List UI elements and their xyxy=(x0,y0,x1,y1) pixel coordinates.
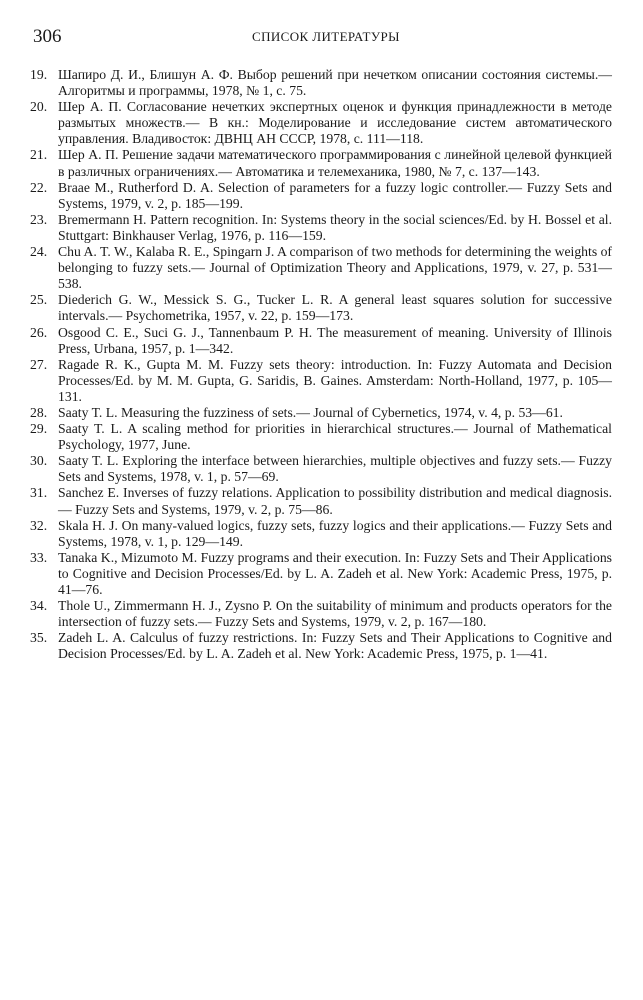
reference-entry xyxy=(30,292,612,324)
reference-entry xyxy=(30,630,612,662)
reference-entry xyxy=(30,147,612,179)
reference-number: 21. xyxy=(30,147,48,163)
reference-text: Saaty T. L. Exploring the interface between hierarchies, multiple objectives and fuzzy sets.— Fuzzy Sets and Systems, 1978, v. 1, p. 57—69. xyxy=(58,453,612,485)
reference-text: Osgood C. E., Suci G. J., Tannenbaum P. H. The measurement of meaning. University of Illinois Press, Urbana, 1957, p. 1—342. xyxy=(58,324,612,356)
reference-entry xyxy=(30,550,612,598)
page-number: 306 xyxy=(33,26,62,47)
reference-number: 20. xyxy=(30,99,48,115)
reference-text: Braae M., Rutherford D. A. Selection of parameters for a fuzzy logic controller.— Fuzzy Sets and Systems, 1979, v. 2, p. 185—199. xyxy=(58,179,612,211)
reference-entry xyxy=(30,244,612,292)
reference-number: 22. xyxy=(30,179,48,195)
reference-text: Thole U., Zimmermann H. J., Zysno P. On the suitability of minimum and products operators for the intersection of fuzzy sets.— Fuzzy Sets and Systems, 1979, v. 2, p. 167—180. xyxy=(58,598,612,630)
reference-entry xyxy=(30,485,612,517)
reference-number: 27. xyxy=(30,356,48,372)
reference-entry xyxy=(30,99,612,147)
reference-number: 28. xyxy=(30,404,48,420)
reference-entry xyxy=(30,518,612,550)
reference-text: Saaty T. L. Measuring the fuzziness of sets.— Journal of Cybernetics, 1974, v. 4, p. 53—61. xyxy=(58,404,563,420)
reference-entry xyxy=(30,67,612,99)
reference-number: 26. xyxy=(30,324,48,340)
reference-number: 33. xyxy=(30,549,48,565)
reference-number: 23. xyxy=(30,211,48,227)
reference-text: Chu A. T. W., Kalaba R. E., Spingarn J. A comparison of two methods for determining the weights of belonging to fuzzy sets.— Journal of Optimization Theory and Applications, 1979, v. 27, p. 531—538. xyxy=(58,244,612,292)
reference-entry xyxy=(30,357,612,405)
reference-number: 35. xyxy=(30,630,48,646)
reference-number: 24. xyxy=(30,244,48,260)
reference-number: 25. xyxy=(30,292,48,308)
page-header xyxy=(0,26,643,48)
reference-number: 19. xyxy=(30,67,48,82)
reference-text: Bremermann H. Pattern recognition. In: Systems theory in the social sciences/Ed. by H. Bossel et al. Stuttgart: Binkhauser Verlag, 1976, p. 116—159. xyxy=(58,211,612,243)
reference-entry xyxy=(30,421,612,453)
reference-number: 30. xyxy=(30,453,48,469)
reference-text: Шапиро Д. И., Блишун А. Ф. Выбор решений при нечетком описании состояния системы.— Алгоритмы и программы, 1978, № 1, с. 75. xyxy=(58,67,612,99)
reference-entry xyxy=(30,405,612,421)
reference-number: 31. xyxy=(30,485,48,501)
reference-text: Skala H. J. On many-valued logics, fuzzy sets, fuzzy logics and their applications.— Fuzzy Sets and Systems, 1978, v. 1, p. 129—149. xyxy=(58,517,612,549)
reference-entry xyxy=(30,180,612,212)
reference-text: Шер А. П. Решение задачи математического программирования с линейной целевой функцией в различных ограничениях.— Автоматика и телемеханика, 1980, № 7, с. 137—143. xyxy=(58,147,612,179)
reference-text: Tanaka K., Mizumoto M. Fuzzy programs and their execution. In: Fuzzy Sets and Their Applications to Cognitive and Decision Processes/Ed. by L. A. Zadeh et al. New York: Academic Press, 1975, p. 41—76. xyxy=(58,549,612,597)
reference-text: Saaty T. L. A scaling method for priorities in hierarchical structures.— Journal of Mathematical Psychology, 1977, June. xyxy=(58,421,612,453)
reference-text: Ragade R. K., Gupta M. M. Fuzzy sets theory: introduction. In: Fuzzy Automata and Decision Processes/Ed. by M. M. Gupta, G. Saridis, B. Gaines. Amsterdam: North-Holland, 1977, p. 105—131. xyxy=(58,356,612,404)
reference-text: Diederich G. W., Messick S. G., Tucker L. R. A general least squares solution for successive intervals.— Psychometrika, 1957, v. 22, p. 159—173. xyxy=(58,292,612,324)
reference-number: 34. xyxy=(30,598,48,614)
reference-entry xyxy=(30,453,612,485)
reference-number: 29. xyxy=(30,421,48,437)
reference-list xyxy=(30,67,612,662)
reference-number: 32. xyxy=(30,517,48,533)
reference-entry xyxy=(30,212,612,244)
reference-entry xyxy=(30,598,612,630)
reference-entry xyxy=(30,325,612,357)
reference-text: Sanchez E. Inverses of fuzzy relations. Application to possibility distribution and medical diagnosis.— Fuzzy Sets and Systems, 1979, v. 2, p. 75—86. xyxy=(58,485,612,517)
reference-text: Zadeh L. A. Calculus of fuzzy restrictions. In: Fuzzy Sets and Their Applications to Cognitive and Decision Processes/Ed. by L. A. Zadeh et al. New York: Academic Press, 1975, p. 1—41. xyxy=(58,630,612,662)
running-title: СПИСОК ЛИТЕРАТУРЫ xyxy=(252,29,400,44)
reference-text: Шер А. П. Согласование нечетких экспертных оценок и функция принадлежности в методе размытых множеств.— В кн.: Моделирование и исследование систем автоматического управления. Владивосток: ДВНЦ АН СССР, 1978, с. 111—118. xyxy=(58,99,612,147)
